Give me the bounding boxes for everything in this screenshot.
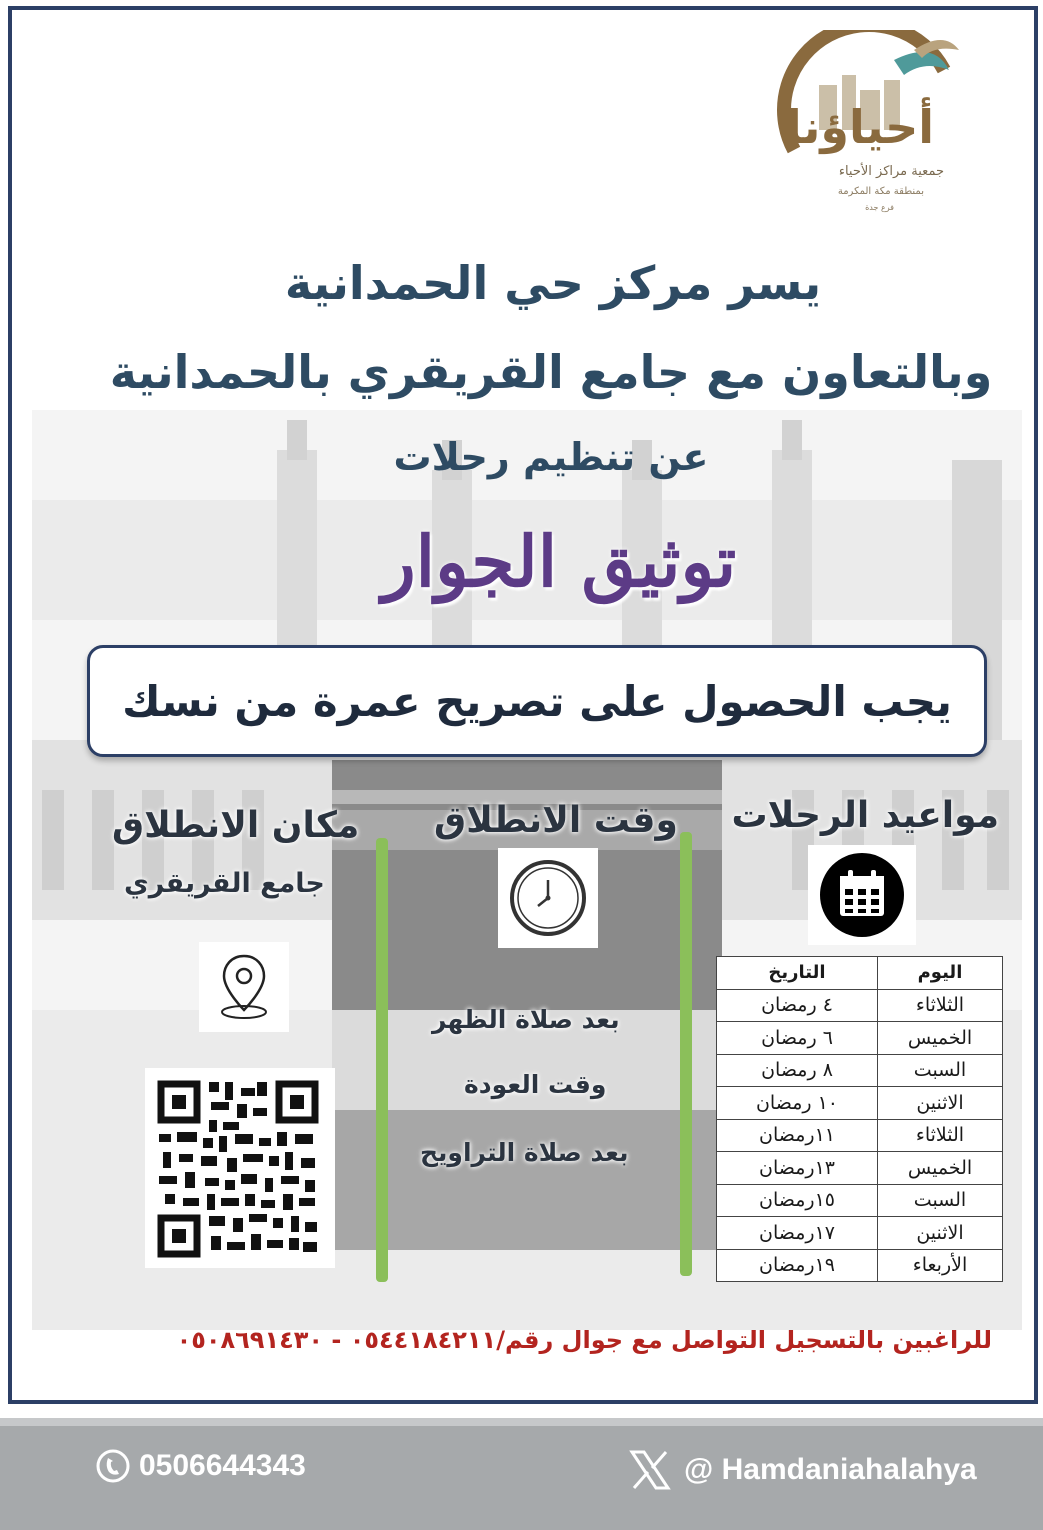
footer-social[interactable] [628, 1448, 977, 1492]
footer-phone-number: 0506644343 [139, 1449, 306, 1482]
departure-time-title: وقت الانطلاق [434, 800, 678, 841]
after-dhuhr-text: بعد صلاة الظهر [432, 1005, 620, 1034]
table-row [717, 1022, 1003, 1055]
calendar-icon [808, 845, 916, 945]
footer-social-handle: @ Hamdaniahalahya [684, 1453, 977, 1486]
footer-top-strip [0, 1418, 1043, 1426]
column-divider-left [376, 838, 388, 1282]
table-cell-day: السبت [878, 1054, 1003, 1087]
departure-place-title: مكان الانطلاق [112, 805, 360, 846]
table-cell-day: الثلاثاء [878, 989, 1003, 1022]
table-row [717, 1217, 1003, 1250]
x-logo-icon [628, 1448, 672, 1492]
table-cell-date: ١٩رمضان [717, 1249, 878, 1282]
ahyauna-logo [774, 30, 964, 230]
departure-place-name: جامع القريقري [124, 868, 325, 899]
table-cell-date: ١٣رمضان [717, 1152, 878, 1185]
table-cell-date: ٦ رمضان [717, 1022, 878, 1055]
column-divider-right [680, 832, 692, 1276]
phone-icon [95, 1448, 131, 1484]
table-cell-date: ١١رمضان [717, 1119, 878, 1152]
table-row [717, 1249, 1003, 1282]
table-row [717, 989, 1003, 1022]
table-header-day: اليوم [878, 957, 1003, 990]
permit-notice: يجب الحصول على تصريح عمرة من نسك [87, 645, 987, 757]
table-cell-day: الأربعاء [878, 1249, 1003, 1282]
table-cell-date: ١٠ رمضان [717, 1087, 878, 1120]
table-row [717, 1152, 1003, 1185]
main-title: توثيق الجوار [381, 520, 737, 603]
registration-contact: للراغبين بالتسجيل التواصل مع جوال رقم/٠٥٤٤١٨٤٢١١ - ٠٥٠٨٦٩١٤٣٠ [176, 1326, 992, 1354]
table-cell-date: ٤ رمضان [717, 989, 878, 1022]
poster-frame [8, 6, 1038, 1404]
heading-line-3: عن تنظيم رحلات [393, 435, 709, 479]
table-cell-day: السبت [878, 1184, 1003, 1217]
table-cell-date: ١٥رمضان [717, 1184, 878, 1217]
table-cell-date: ١٧رمضان [717, 1217, 878, 1250]
table-cell-day: الثلاثاء [878, 1119, 1003, 1152]
logo-org-name: جمعية مراكز الأحياء [838, 164, 944, 179]
table-row [717, 1087, 1003, 1120]
footer-bar [0, 1418, 1043, 1530]
return-time-label: وقت العودة [464, 1070, 607, 1099]
heading-line-2: وبالتعاون مع جامع القريقري بالحمدانية [109, 345, 993, 399]
qr-code [145, 1068, 335, 1268]
table-row [717, 1184, 1003, 1217]
table-cell-date: ٨ رمضان [717, 1054, 878, 1087]
table-cell-day: الخميس [878, 1152, 1003, 1185]
heading-line-1: يسر مركز حي الحمدانية [284, 256, 822, 310]
logo-branch: فرع جدة [865, 203, 894, 212]
table-row [717, 1054, 1003, 1087]
schedule-title: مواعيد الرحلات [731, 795, 999, 836]
table-header-date: التاريخ [717, 957, 878, 990]
footer-phone[interactable] [95, 1448, 306, 1484]
after-taraweeh-text: بعد صلاة التراويح [420, 1138, 629, 1167]
table-cell-day: الخميس [878, 1022, 1003, 1055]
table-row [717, 1119, 1003, 1152]
clock-icon [498, 848, 598, 948]
table-header-row [717, 957, 1003, 990]
table-cell-day: الاثنين [878, 1217, 1003, 1250]
logo-wordmark: أحياؤنا [785, 100, 934, 154]
table-cell-day: الاثنين [878, 1087, 1003, 1120]
schedule-table [716, 956, 1003, 1282]
location-pin-icon [199, 942, 289, 1032]
logo-region: بمنطقة مكة المكرمة [837, 186, 924, 197]
